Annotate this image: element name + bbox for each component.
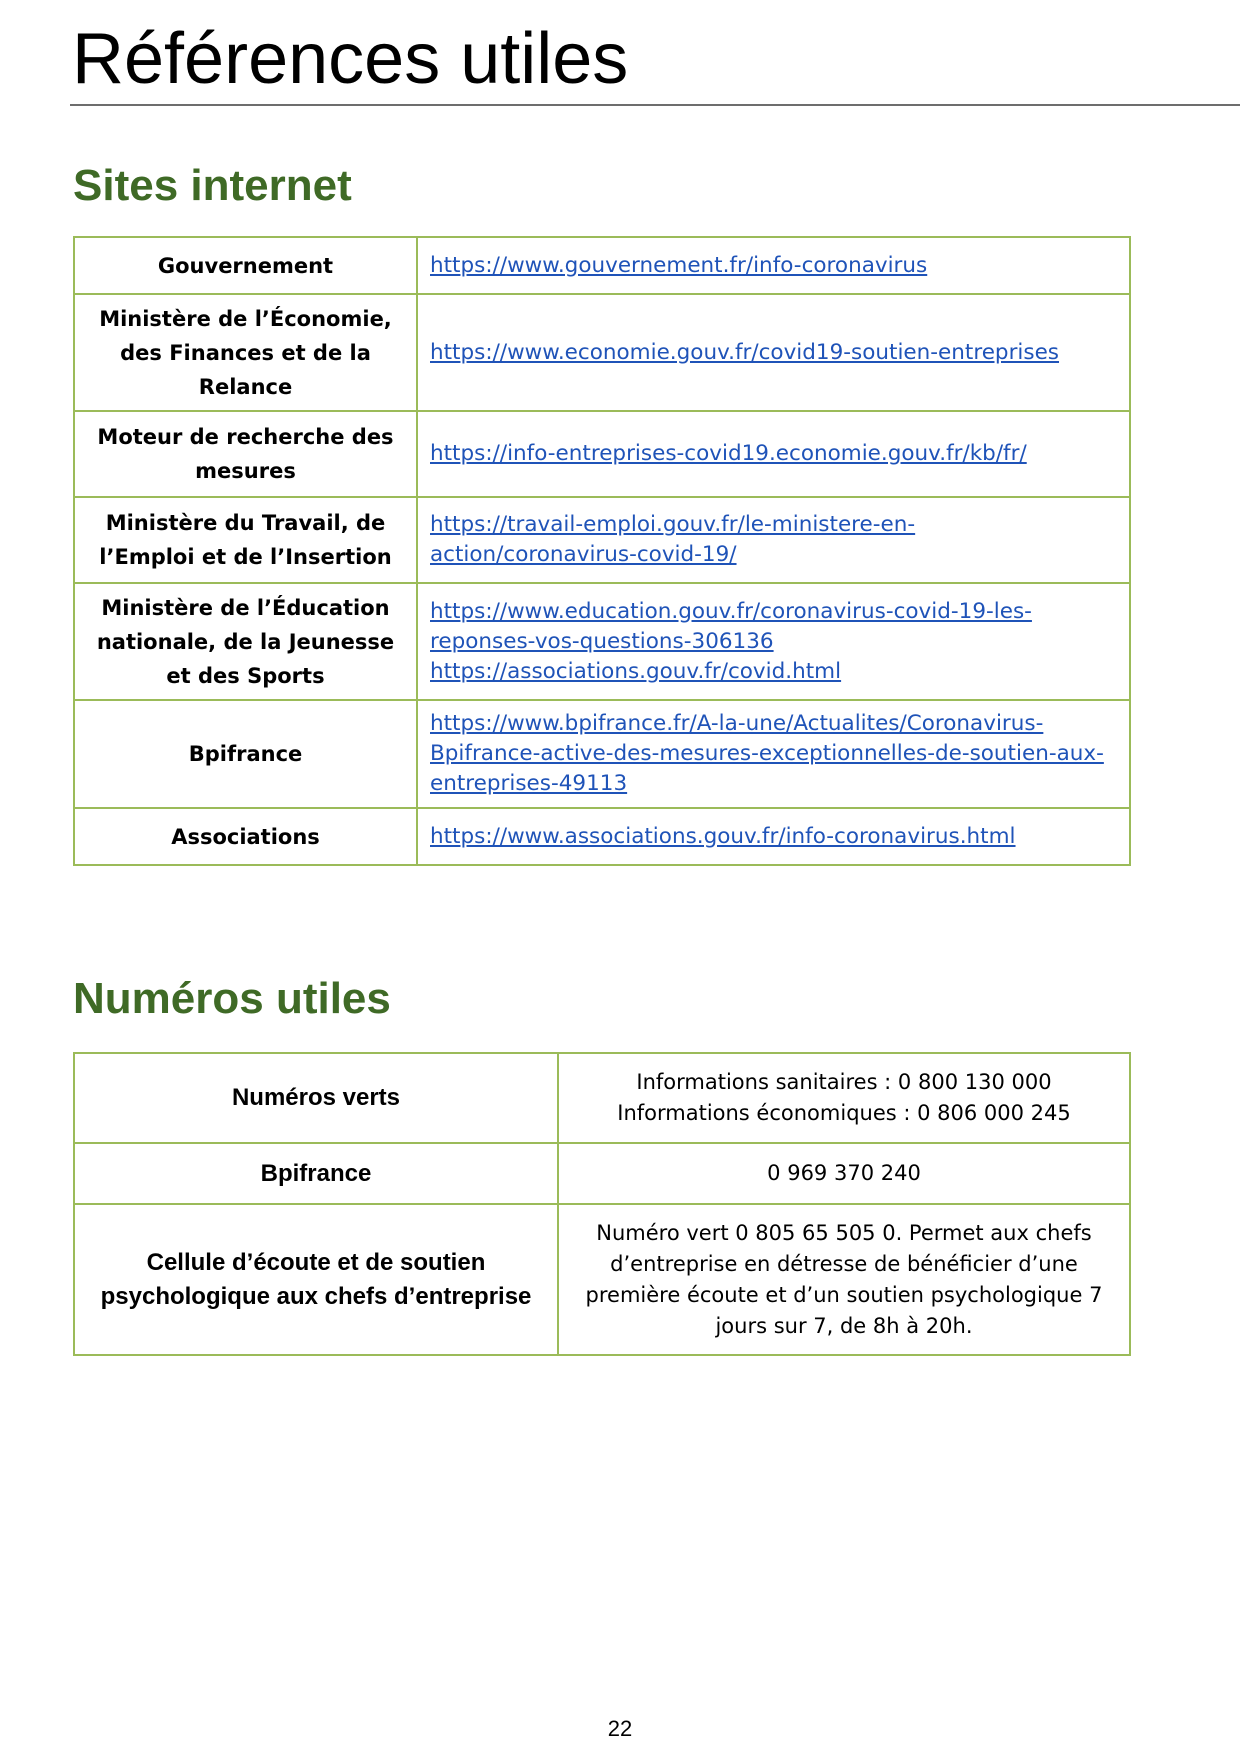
site-name: Associations (74, 808, 417, 865)
table-row (74, 497, 1130, 583)
table-row (74, 583, 1130, 700)
number-info (558, 1204, 1130, 1355)
number-info (558, 1143, 1130, 1204)
site-name: Ministère de l’Économie, des Finances et de la Relance (74, 294, 417, 411)
table-row (74, 411, 1130, 497)
page-title: Références utiles (72, 19, 629, 99)
site-link-cell (417, 237, 1130, 294)
table-row (74, 294, 1130, 411)
number-line: Informations sanitaires : 0 800 130 000 (636, 1070, 1052, 1094)
number-line: 0 969 370 240 (767, 1161, 921, 1185)
number-label: Cellule d’écoute et de soutien psychologique aux chefs d’entreprise (74, 1204, 558, 1355)
sites-internet-table (73, 236, 1131, 866)
numeros-utiles-table (73, 1052, 1131, 1356)
site-link-cell (417, 808, 1130, 865)
site-link-cell (417, 497, 1130, 583)
site-link[interactable]: https://www.gouvernement.fr/info-coronavirus (430, 252, 928, 278)
numeros-utiles-heading: Numéros utiles (73, 974, 391, 1023)
site-link-cell (417, 700, 1130, 808)
site-link[interactable]: https://www.associations.gouv.fr/info-coronavirus.html (430, 823, 1016, 849)
site-link[interactable]: https://www.economie.gouv.fr/covid19-soutien-entreprises (430, 339, 1060, 365)
site-link[interactable]: https://info-entreprises-covid19.economie.gouv.fr/kb/fr/ (430, 441, 1027, 466)
number-label: Numéros verts (74, 1053, 558, 1143)
site-name: Moteur de recherche des mesures (74, 411, 417, 497)
site-link[interactable]: https://www.education.gouv.fr/coronavirus-covid-19-les-reponses-vos-questions-306136 (430, 598, 1032, 654)
number-line: Numéro vert 0 805 65 505 0. Permet aux chefs d’entreprise en détresse de bénéficier d’une première écoute et d’un soutien psychologique 7 jours sur 7, de 8h à 20h. (585, 1220, 1103, 1338)
site-name: Ministère de l’Éducation nationale, de la Jeunesse et des Sports (74, 583, 417, 700)
title-divider (70, 104, 1240, 106)
site-name: Gouvernement (74, 237, 417, 294)
site-link[interactable]: https://www.bpifrance.fr/A-la-une/Actualites/Coronavirus-Bpifrance-active-des-mesures-exceptionnelles-de-soutien-aux-entreprises-49113 (430, 711, 1104, 796)
table-row (74, 1204, 1130, 1355)
site-link-cell (417, 583, 1130, 700)
table-row (74, 1053, 1130, 1143)
number-line: Informations économiques : 0 806 000 245 (617, 1101, 1071, 1125)
number-label: Bpifrance (74, 1143, 558, 1204)
number-info (558, 1053, 1130, 1143)
site-link-cell (417, 411, 1130, 497)
site-link-cell (417, 294, 1130, 411)
table-row (74, 808, 1130, 865)
site-name: Bpifrance (74, 700, 417, 808)
site-link[interactable]: https://travail-emploi.gouv.fr/le-ministere-en-action/coronavirus-covid-19/ (430, 512, 916, 567)
sites-internet-heading: Sites internet (73, 161, 352, 210)
table-row (74, 700, 1130, 808)
site-name: Ministère du Travail, de l’Emploi et de l’Insertion (74, 497, 417, 583)
table-row (74, 1143, 1130, 1204)
site-link[interactable]: https://associations.gouv.fr/covid.html (430, 658, 842, 684)
table-row (74, 237, 1130, 294)
page-number: 22 (607, 1716, 633, 1741)
